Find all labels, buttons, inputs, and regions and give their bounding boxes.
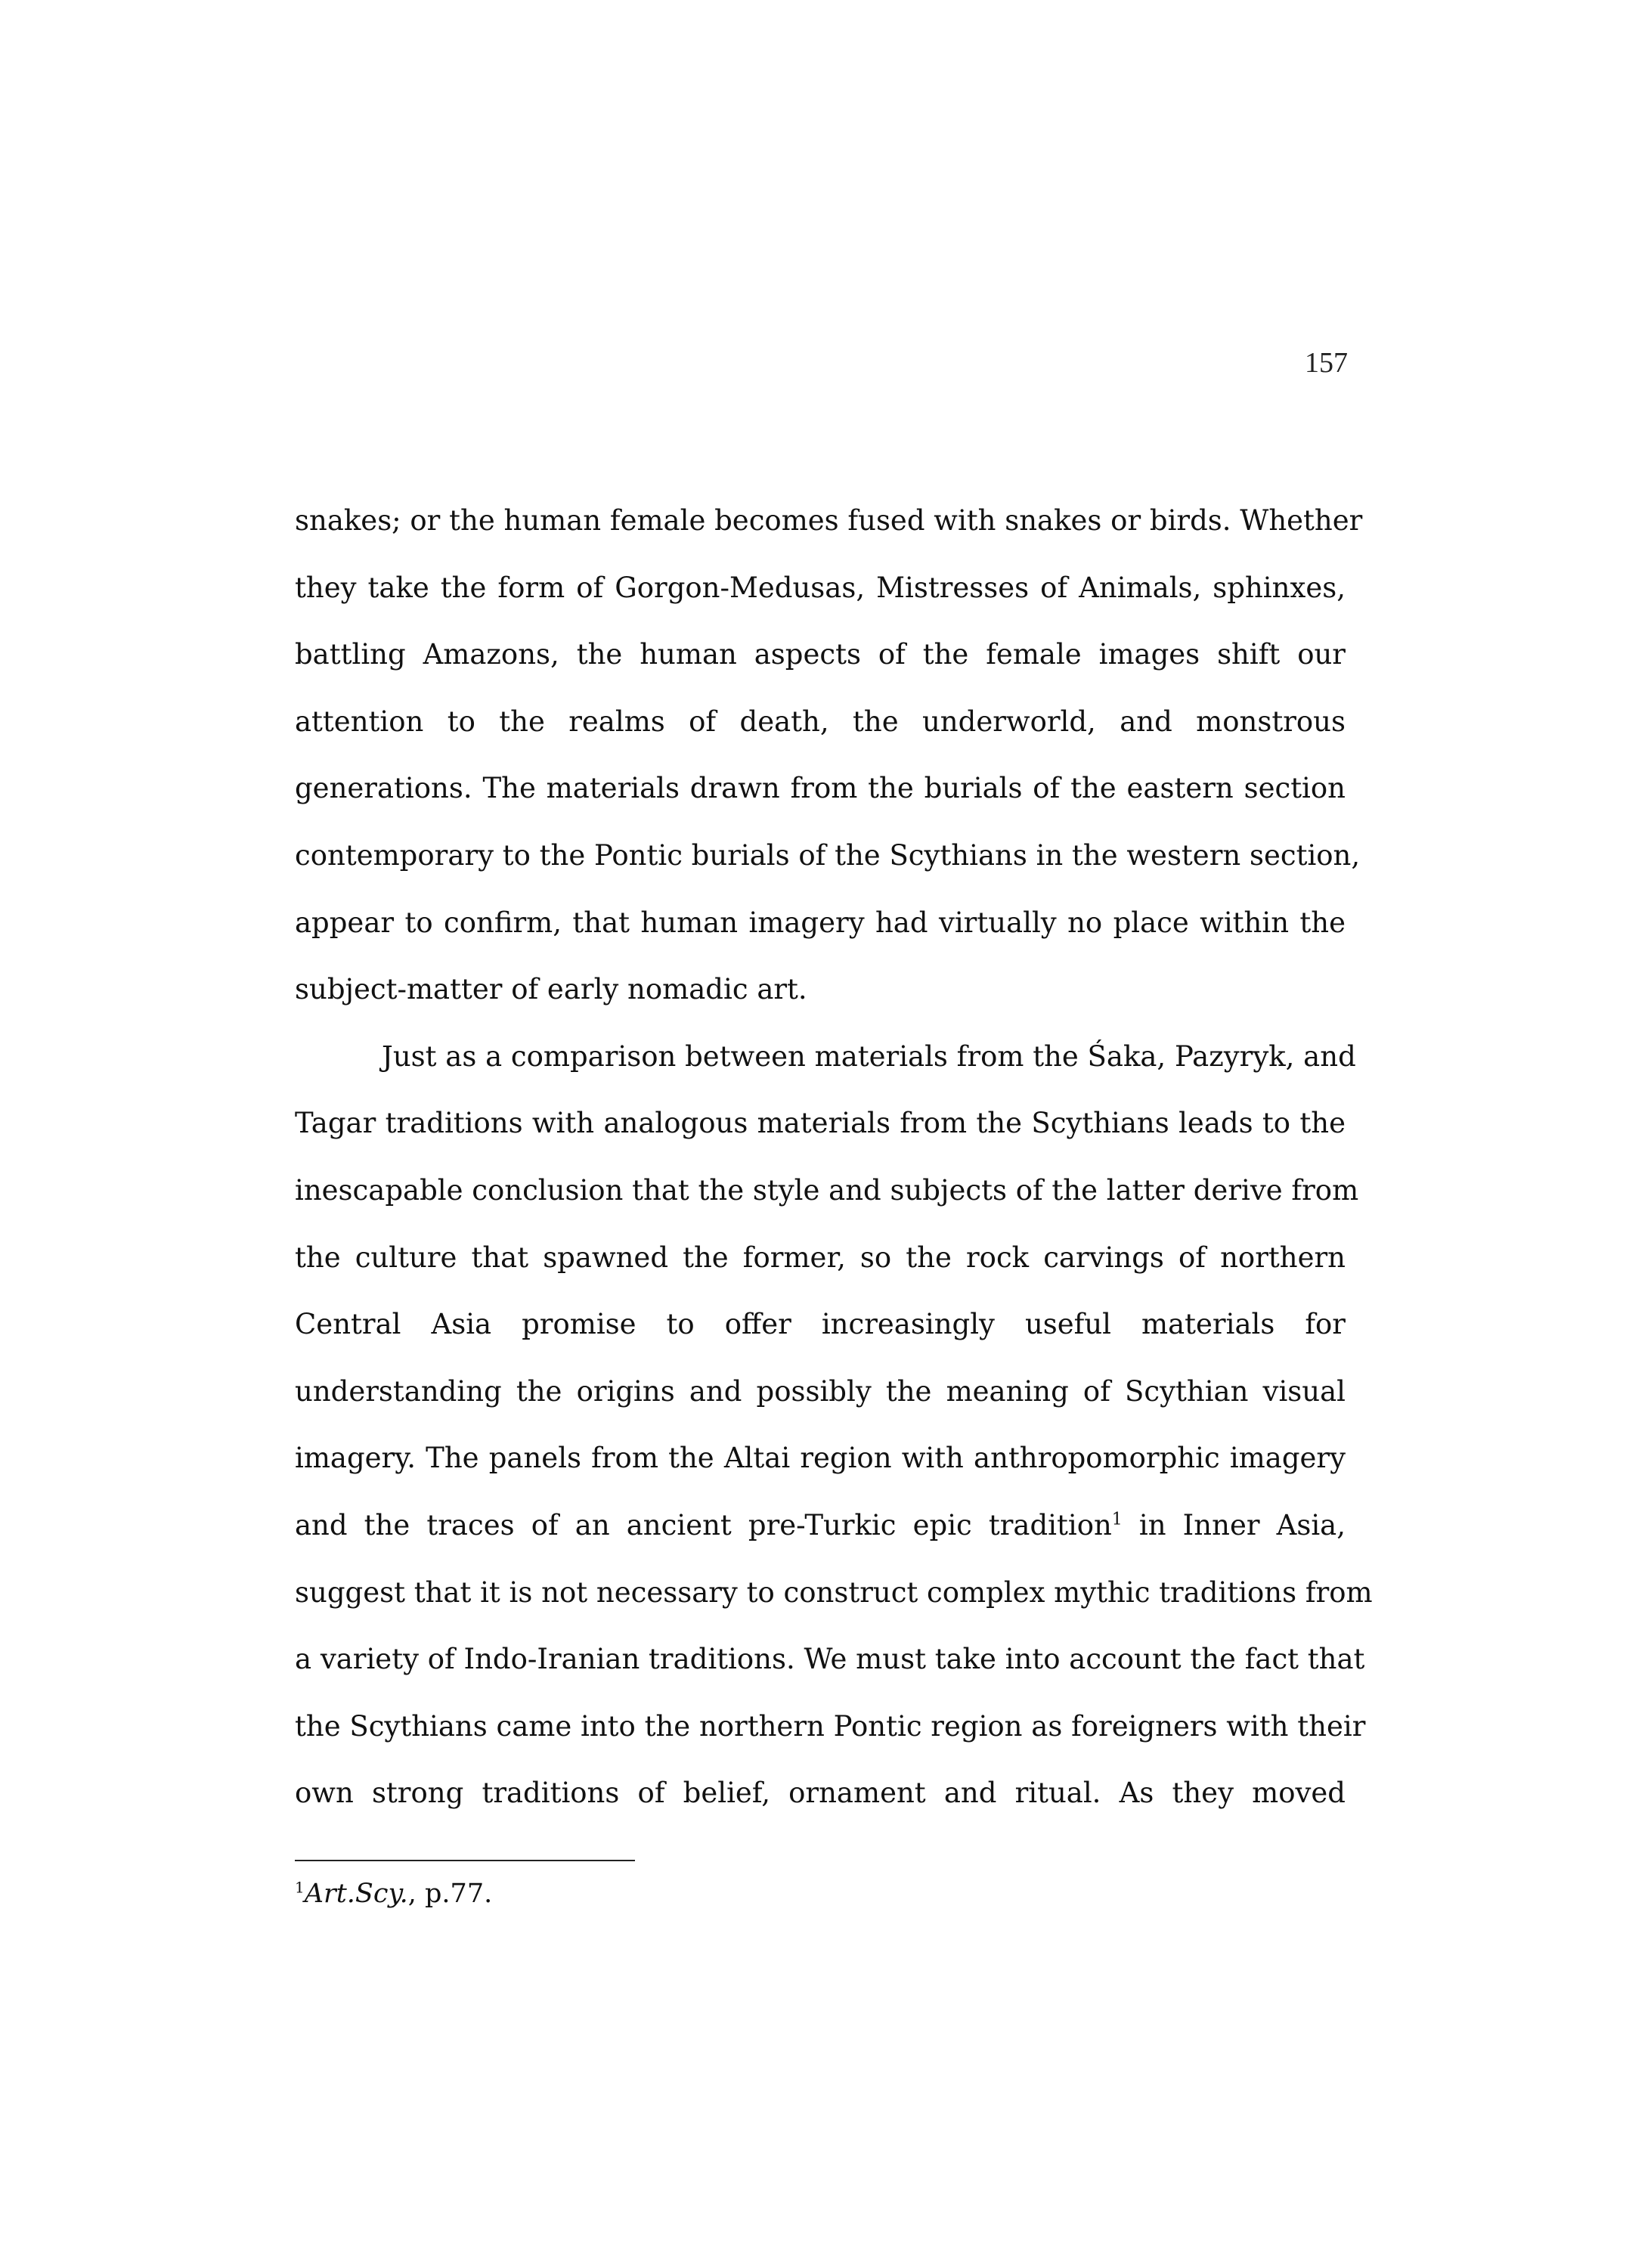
text-line: attention to the realms of death, the underworld, and monstrous bbox=[295, 705, 1346, 738]
footnote bbox=[295, 1875, 492, 1913]
text-segment: and the traces of an ancient pre-Turkic epic tradition bbox=[295, 1508, 1112, 1541]
body-text bbox=[295, 488, 1373, 1827]
page-number: 157 bbox=[1305, 347, 1348, 379]
text-line: a variety of Indo-Iranian traditions. We must take into account the fact that bbox=[295, 1643, 1365, 1676]
text-line: Central Asia promise to offer increasingly useful materials for bbox=[295, 1308, 1346, 1341]
text-line: suggest that it is not necessary to construct complex mythic traditions from bbox=[295, 1576, 1373, 1609]
text-line: subject-matter of early nomadic art. bbox=[295, 973, 807, 1006]
text-line: they take the form of Gorgon-Medusas, Mistresses of Animals, sphinxes, bbox=[295, 571, 1346, 604]
footnote-divider bbox=[295, 1860, 635, 1861]
text-line: Tagar traditions with analogous materials from the Scythians leads to the bbox=[295, 1107, 1346, 1140]
text-line: the Scythians came into the northern Pontic region as foreigners with their bbox=[295, 1709, 1366, 1743]
text-line: appear to confirm, that human imagery had virtually no place within the bbox=[295, 906, 1346, 939]
text-line: snakes; or the human female becomes fused with snakes or birds. Whether bbox=[295, 504, 1363, 537]
text-line bbox=[295, 1492, 1346, 1560]
text-line: inescapable conclusion that the style and subjects of the latter derive from bbox=[295, 1173, 1359, 1207]
footnote-page: , p.77. bbox=[407, 1879, 493, 1909]
footnote-citation: Art.Scy. bbox=[304, 1879, 408, 1909]
footnote-marker: 1 bbox=[295, 1878, 305, 1897]
text-line: own strong traditions of belief, ornament and ritual. As they moved bbox=[295, 1777, 1346, 1810]
text-line: contemporary to the Pontic burials of the Scythians in the western section, bbox=[295, 838, 1361, 872]
text-line: imagery. The panels from the Altai region with anthropomorphic imagery bbox=[295, 1442, 1346, 1475]
text-line: battling Amazons, the human aspects of the female images shift our bbox=[295, 638, 1346, 671]
text-line: the culture that spawned the former, so the rock carvings of northern bbox=[295, 1241, 1346, 1274]
footnote-reference: 1 bbox=[1111, 1510, 1123, 1529]
text-segment: in Inner Asia, bbox=[1138, 1508, 1346, 1541]
text-line: generations. The materials drawn from the burials of the eastern section bbox=[295, 772, 1346, 805]
text-line: understanding the origins and possibly the meaning of Scythian visual bbox=[295, 1374, 1346, 1408]
text-line: Just as a comparison between materials from the Śaka, Pazyryk, and bbox=[382, 1040, 1356, 1073]
